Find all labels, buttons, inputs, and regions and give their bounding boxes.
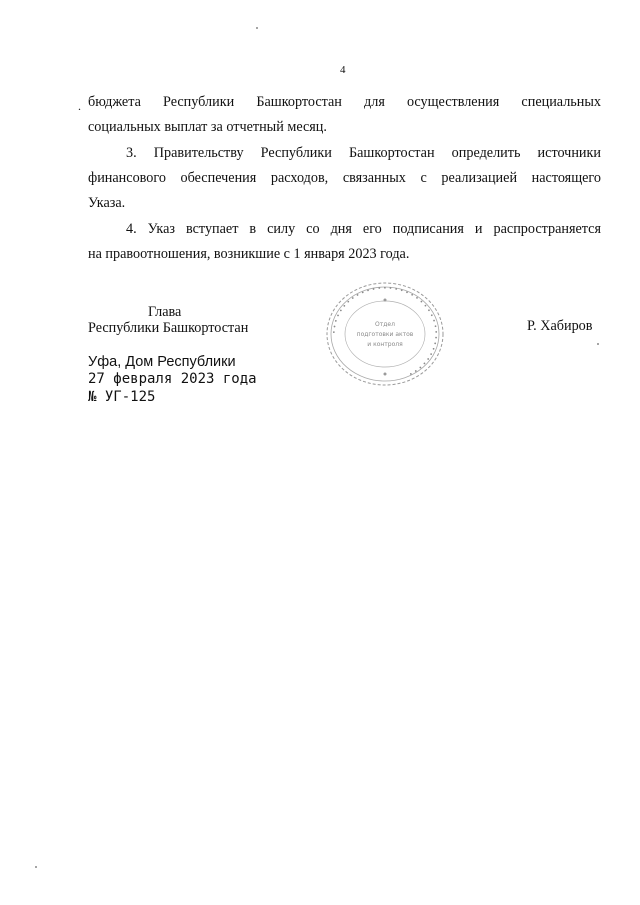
official-seal-icon [322,280,448,388]
page-number: 4 [340,64,346,76]
issue-place: Уфа, Дом Республики [88,354,236,370]
paragraph-item-4 [88,217,601,267]
issue-date: 27 февраля 2023 года [88,371,257,387]
paragraph-line: на правоотношения, возникшие с 1 января 2023 года. [88,246,410,262]
decree-number: № УГ-125 [88,389,156,405]
paragraph-line: Указа. [88,195,126,211]
paragraph-line: бюджета Республики Башкортостан для осуществления специальных [88,94,601,110]
paragraph-line: социальных выплат за отчетный месяц. [88,119,327,135]
signature-title [88,304,248,336]
seal-text: и контроля [367,341,403,348]
seal-text: Отдел [375,321,395,328]
scan-speck [256,27,258,29]
paragraph-budget [88,90,601,140]
seal-text: подготовки актов [356,331,414,338]
signature-title-line: Республики Башкортостан [88,320,249,336]
footer-block [88,354,257,406]
paragraph-line: 4. Указ вступает в силу со дня его подписания и распространяется [126,221,601,237]
signer-name: Р. Хабиров [527,318,593,334]
svg-text:• • • • • • • • • • • • • • •: • • • • • • • • • • • • • • • • • • • • • • • • • • • • • • • • • • • • [330,284,440,378]
scan-speck [35,866,37,868]
scan-speck [597,343,599,345]
paragraph-item-3 [88,141,601,216]
paragraph-line: 3. Правительству Республики Башкортостан определить источники [126,145,601,161]
signature-title-line: Глава [148,304,182,320]
paragraph-line: финансового обеспечения расходов, связанных с реализацией настоящего [88,170,601,186]
margin-dot: . [78,99,81,113]
